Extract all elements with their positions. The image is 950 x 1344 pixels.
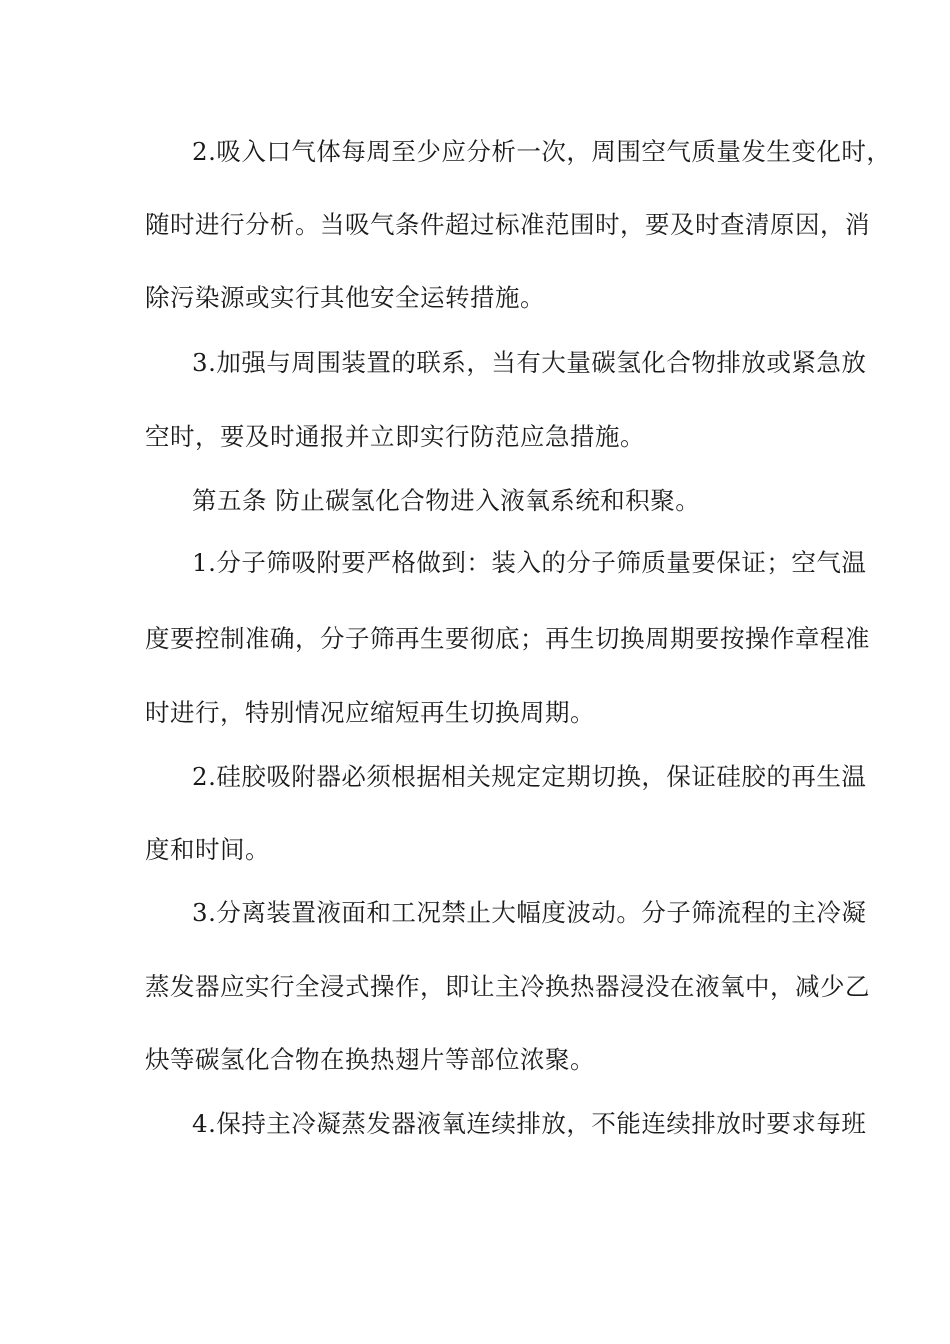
text-line: 1.分子筛吸附要严格做到：装入的分子筛质量要保证；空气温 bbox=[192, 548, 867, 577]
text-line: 度和时间。 bbox=[145, 835, 270, 864]
text-line: 3.加强与周围装置的联系，当有大量碳氢化合物排放或紧急放 bbox=[192, 348, 867, 377]
text-line: 空时，要及时通报并立即实行防范应急措施。 bbox=[145, 422, 645, 451]
text-line: 4.保持主冷凝蒸发器液氧连续排放，不能连续排放时要求每班 bbox=[192, 1109, 867, 1138]
text-line: 2.硅胶吸附器必须根据相关规定定期切换，保证硅胶的再生温 bbox=[192, 762, 867, 791]
text-line: 随时进行分析。当吸气条件超过标准范围时，要及时查清原因，消 bbox=[145, 210, 870, 239]
text-line: 蒸发器应实行全浸式操作，即让主冷换热器浸没在液氧中，减少乙 bbox=[145, 972, 870, 1001]
text-line: 除污染源或实行其他安全运转措施。 bbox=[145, 283, 545, 312]
text-line: 2.吸入口气体每周至少应分析一次，周围空气质量发生变化时， bbox=[192, 137, 892, 166]
text-line: 时进行，特别情况应缩短再生切换周期。 bbox=[145, 698, 595, 727]
text-line: 度要控制准确，分子筛再生要彻底；再生切换周期要按操作章程准 bbox=[145, 624, 870, 653]
text-line: 炔等碳氢化合物在换热翅片等部位浓聚。 bbox=[145, 1045, 595, 1074]
section-heading: 第五条 防止碳氢化合物进入液氧系统和积聚。 bbox=[192, 486, 701, 515]
text-line: 3.分离装置液面和工况禁止大幅度波动。分子筛流程的主冷凝 bbox=[192, 898, 867, 927]
